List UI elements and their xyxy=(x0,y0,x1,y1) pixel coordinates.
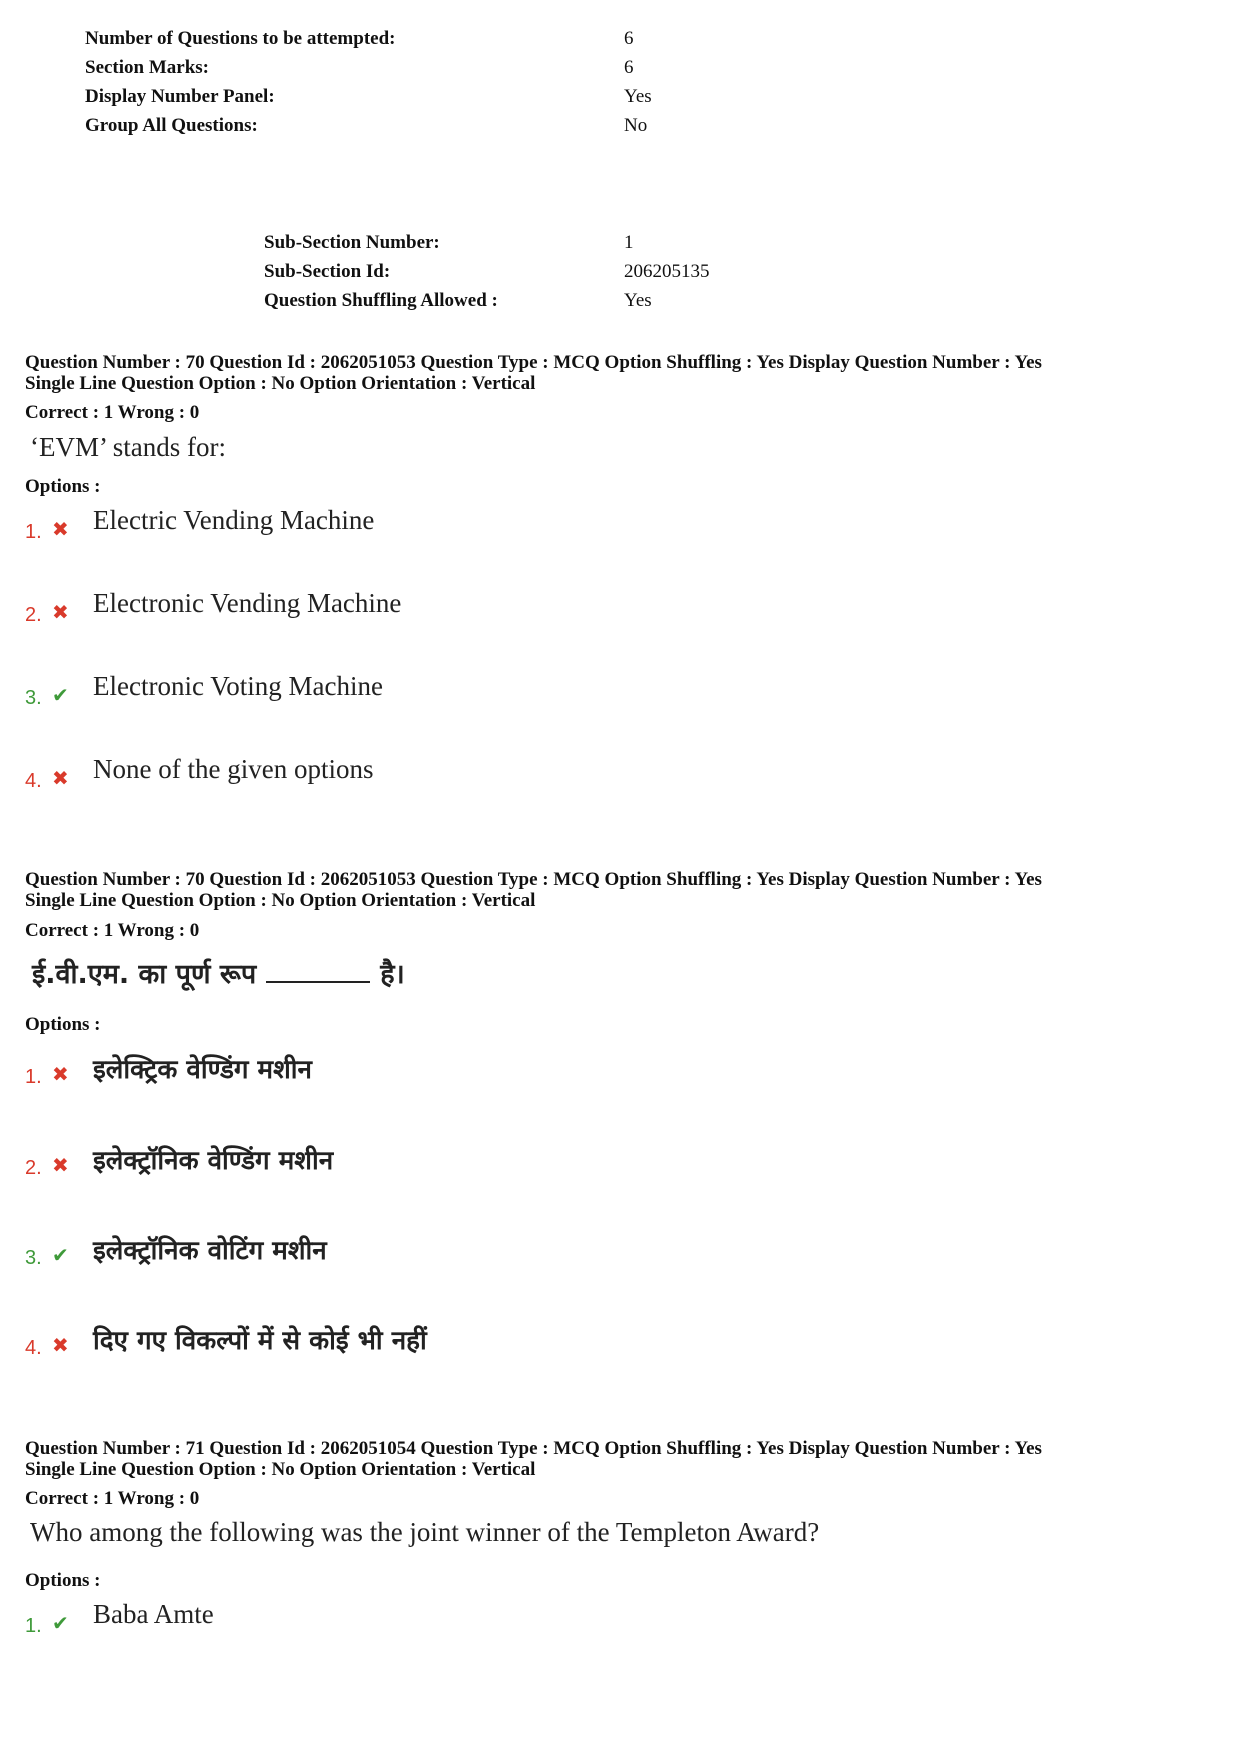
option-number: 4. xyxy=(25,1337,42,1359)
options-label: Options : xyxy=(25,1014,101,1035)
option-text: Electronic Vending Machine xyxy=(93,588,402,618)
section-value-questions: 6 xyxy=(624,28,634,49)
options-label: Options : xyxy=(25,476,101,497)
cross-icon: ✖ xyxy=(52,517,69,541)
option-number: 4. xyxy=(25,770,42,792)
option-text: इलेक्ट्रिक वेण्डिंग मशीन xyxy=(93,1055,312,1085)
option-number: 2. xyxy=(25,1157,42,1179)
question-header xyxy=(25,869,1225,911)
option-text: Electric Vending Machine xyxy=(93,505,375,535)
question-marks: Correct : 1 Wrong : 0 xyxy=(25,402,200,423)
question-text xyxy=(32,954,405,991)
question-header-line1: Question Number : 70 Question Id : 2062051053 Question Type : MCQ Option Shuffling : Yes Display Question Number : Yes xyxy=(25,352,1042,373)
cross-icon: ✖ xyxy=(52,1062,69,1086)
cross-icon: ✖ xyxy=(52,600,69,624)
question-header-line2: Single Line Question Option : No Option Orientation : Vertical xyxy=(25,373,536,394)
subsection-label-id: Sub-Section Id: xyxy=(264,261,391,282)
question-header-line2: Single Line Question Option : No Option Orientation : Vertical xyxy=(25,1459,536,1480)
subsection-value-shuffling: Yes xyxy=(624,290,652,311)
subsection-label-number: Sub-Section Number: xyxy=(264,232,440,253)
option-number: 2. xyxy=(25,604,42,626)
question-text: Who among the following was the joint winner of the Templeton Award? xyxy=(30,1517,820,1547)
question-header-line1: Question Number : 71 Question Id : 2062051054 Question Type : MCQ Option Shuffling : Yes Display Question Number : Yes xyxy=(25,1438,1042,1459)
section-label-number-panel: Display Number Panel: xyxy=(85,86,275,107)
subsection-value-id: 206205135 xyxy=(624,261,710,282)
option-text: Baba Amte xyxy=(93,1599,214,1629)
option-text: दिए गए विकल्पों में से कोई भी नहीं xyxy=(93,1326,427,1356)
subsection-label-shuffling: Question Shuffling Allowed : xyxy=(264,290,498,311)
check-icon: ✔ xyxy=(52,683,69,707)
section-label-group: Group All Questions: xyxy=(85,115,258,136)
question-text: ‘EVM’ stands for: xyxy=(30,432,226,462)
question-marks: Correct : 1 Wrong : 0 xyxy=(25,920,200,941)
option-text: इलेक्ट्रॉनिक वेण्डिंग मशीन xyxy=(93,1146,334,1176)
question-header xyxy=(25,352,1225,394)
question-text-before: ई.वी.एम. का पूर्ण रूप xyxy=(32,959,257,990)
section-value-group: No xyxy=(624,115,648,136)
option-text: None of the given options xyxy=(93,754,374,784)
section-value-marks: 6 xyxy=(624,57,634,78)
question-marks: Correct : 1 Wrong : 0 xyxy=(25,1488,200,1509)
question-header-line1: Question Number : 70 Question Id : 2062051053 Question Type : MCQ Option Shuffling : Yes Display Question Number : Yes xyxy=(25,869,1042,890)
cross-icon: ✖ xyxy=(52,1333,69,1357)
option-number: 3. xyxy=(25,687,42,709)
cross-icon: ✖ xyxy=(52,766,69,790)
option-text: Electronic Voting Machine xyxy=(93,671,383,701)
question-text-after: है। xyxy=(380,959,405,990)
option-text: इलेक्ट्रॉनिक वोटिंग मशीन xyxy=(93,1236,327,1266)
option-number: 1. xyxy=(25,1615,42,1637)
option-number: 3. xyxy=(25,1247,42,1269)
answer-blank xyxy=(266,981,370,983)
subsection-value-number: 1 xyxy=(624,232,634,253)
section-label-marks: Section Marks: xyxy=(85,57,210,78)
option-number: 1. xyxy=(25,1066,42,1088)
cross-icon: ✖ xyxy=(52,1153,69,1177)
section-label-questions: Number of Questions to be attempted: xyxy=(85,28,396,49)
check-icon: ✔ xyxy=(52,1611,69,1635)
question-header xyxy=(25,1438,1225,1480)
options-label: Options : xyxy=(25,1570,101,1591)
question-header-line2: Single Line Question Option : No Option Orientation : Vertical xyxy=(25,890,536,911)
check-icon: ✔ xyxy=(52,1243,69,1267)
section-value-number-panel: Yes xyxy=(624,86,652,107)
option-number: 1. xyxy=(25,521,42,543)
